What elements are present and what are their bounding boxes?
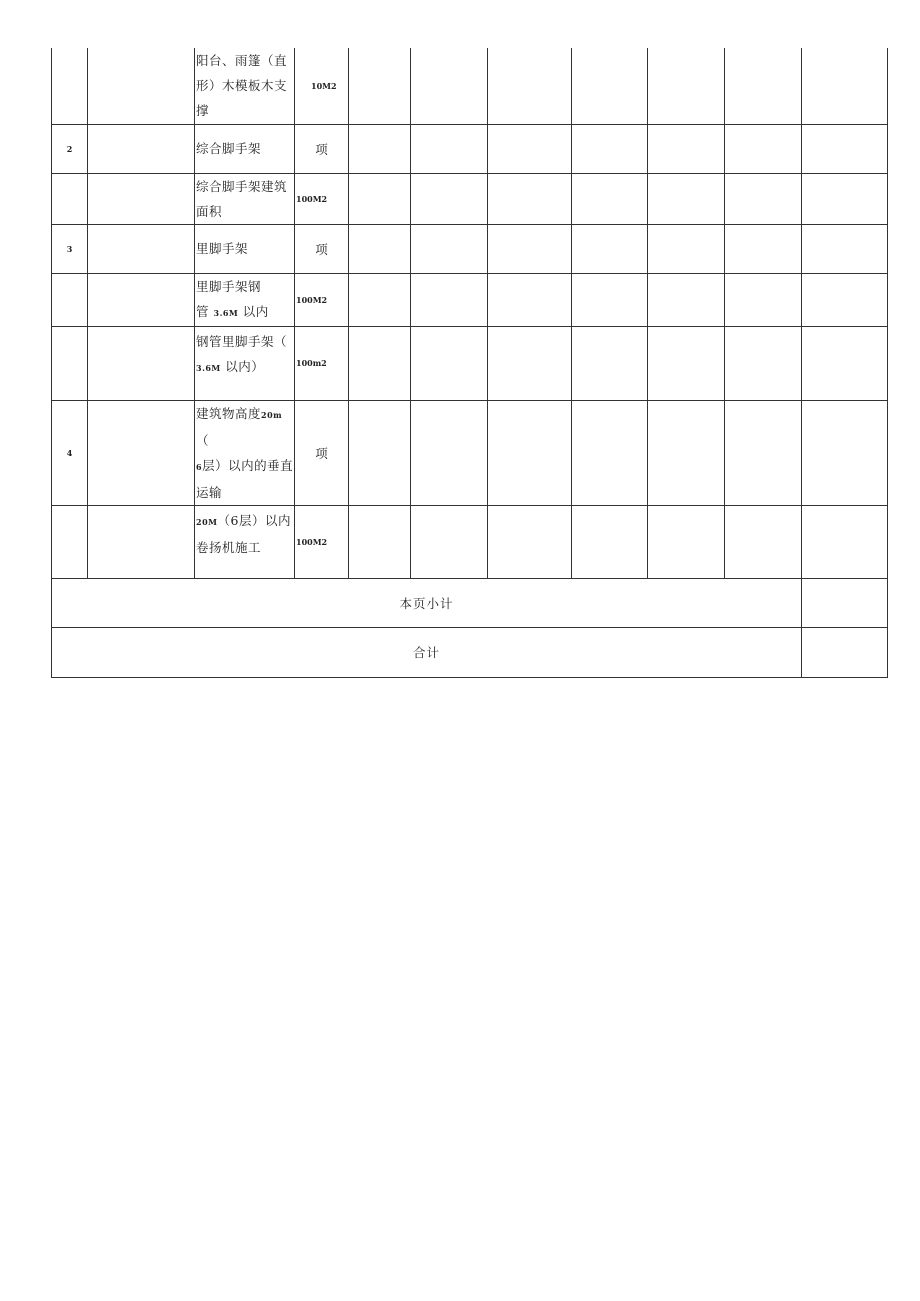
value-cell — [648, 173, 725, 224]
quote-table — [51, 48, 888, 678]
value-cell — [411, 124, 488, 173]
value-cell — [488, 224, 572, 273]
page-subtotal-value — [802, 578, 888, 627]
value-cell — [725, 273, 802, 326]
code-cell — [88, 124, 195, 173]
value-cell — [725, 224, 802, 273]
value-cell — [725, 48, 802, 124]
value-cell — [411, 505, 488, 578]
value-cell — [648, 505, 725, 578]
value-cell — [725, 505, 802, 578]
value-cell — [411, 224, 488, 273]
unit-cell: 100m2 — [295, 326, 349, 400]
value-cell — [648, 124, 725, 173]
value-cell — [802, 505, 888, 578]
quantity-cell — [349, 224, 411, 273]
unit-cell: 10M2 — [295, 48, 349, 124]
unit-cell: 100M2 — [295, 273, 349, 326]
value-cell — [725, 173, 802, 224]
table-row — [52, 124, 888, 173]
value-cell — [648, 224, 725, 273]
value-cell — [648, 326, 725, 400]
value-cell — [411, 326, 488, 400]
grand-total-value — [802, 627, 888, 677]
quantity-cell — [349, 173, 411, 224]
value-cell — [802, 326, 888, 400]
value-cell — [648, 400, 725, 505]
page-subtotal-label: 本页小计 — [52, 578, 802, 627]
code-cell — [88, 273, 195, 326]
item-name-cell: 综合脚手架建筑 面积 — [195, 173, 295, 224]
item-name-cell: 里脚手架钢 管 3.6M 以内 — [195, 273, 295, 326]
value-cell — [488, 505, 572, 578]
unit-cell: 100M2 — [295, 505, 349, 578]
item-name-cell: 阳台、雨篷（直 形）木模板木支 撑 — [195, 48, 295, 124]
unit-cell: 100M2 — [295, 173, 349, 224]
value-cell — [572, 400, 648, 505]
table-row — [52, 273, 888, 326]
value-cell — [411, 48, 488, 124]
unit-cell: 项 — [295, 400, 349, 505]
subtotal-row — [52, 578, 888, 627]
item-number-cell — [52, 505, 88, 578]
value-cell — [802, 400, 888, 505]
quantity-cell — [349, 326, 411, 400]
value-cell — [802, 124, 888, 173]
item-number-cell — [52, 48, 88, 124]
value-cell — [488, 273, 572, 326]
item-name-cell: 钢管里脚手架（ 3.6M 以内） — [195, 326, 295, 400]
value-cell — [488, 48, 572, 124]
table-row — [52, 400, 888, 505]
value-cell — [802, 224, 888, 273]
table-row — [52, 505, 888, 578]
item-number-cell — [52, 173, 88, 224]
quantity-cell — [349, 124, 411, 173]
code-cell — [88, 48, 195, 124]
item-number-cell: 4 — [52, 400, 88, 505]
value-cell — [802, 48, 888, 124]
value-cell — [488, 173, 572, 224]
value-cell — [411, 173, 488, 224]
item-name-cell: 建筑物高度20m（ 6层）以内的垂直 运输 — [195, 400, 295, 505]
quantity-cell — [349, 48, 411, 124]
value-cell — [725, 124, 802, 173]
code-cell — [88, 400, 195, 505]
grand-total-row — [52, 627, 888, 677]
value-cell — [488, 124, 572, 173]
value-cell — [725, 326, 802, 400]
item-number-cell — [52, 326, 88, 400]
value-cell — [802, 173, 888, 224]
value-cell — [411, 273, 488, 326]
code-cell — [88, 326, 195, 400]
table-row — [52, 173, 888, 224]
value-cell — [572, 173, 648, 224]
item-number-cell: 2 — [52, 124, 88, 173]
value-cell — [488, 400, 572, 505]
code-cell — [88, 224, 195, 273]
value-cell — [572, 273, 648, 326]
value-cell — [572, 48, 648, 124]
item-name-cell: 综合脚手架 — [195, 124, 295, 173]
unit-cell: 项 — [295, 224, 349, 273]
item-name-cell: 里脚手架 — [195, 224, 295, 273]
value-cell — [572, 224, 648, 273]
item-number-cell — [52, 273, 88, 326]
table-row — [52, 326, 888, 400]
table-row — [52, 224, 888, 273]
value-cell — [802, 273, 888, 326]
code-cell — [88, 505, 195, 578]
table-row — [52, 48, 888, 124]
unit-cell: 项 — [295, 124, 349, 173]
value-cell — [725, 400, 802, 505]
quantity-cell — [349, 273, 411, 326]
value-cell — [572, 326, 648, 400]
value-cell — [411, 400, 488, 505]
value-cell — [648, 273, 725, 326]
quantity-cell — [349, 400, 411, 505]
code-cell — [88, 173, 195, 224]
value-cell — [648, 48, 725, 124]
value-cell — [572, 124, 648, 173]
item-name-cell: 20M（6层）以内 卷扬机施工 — [195, 505, 295, 578]
quantity-cell — [349, 505, 411, 578]
value-cell — [488, 326, 572, 400]
item-number-cell: 3 — [52, 224, 88, 273]
value-cell — [572, 505, 648, 578]
grand-total-label: 合计 — [52, 627, 802, 677]
